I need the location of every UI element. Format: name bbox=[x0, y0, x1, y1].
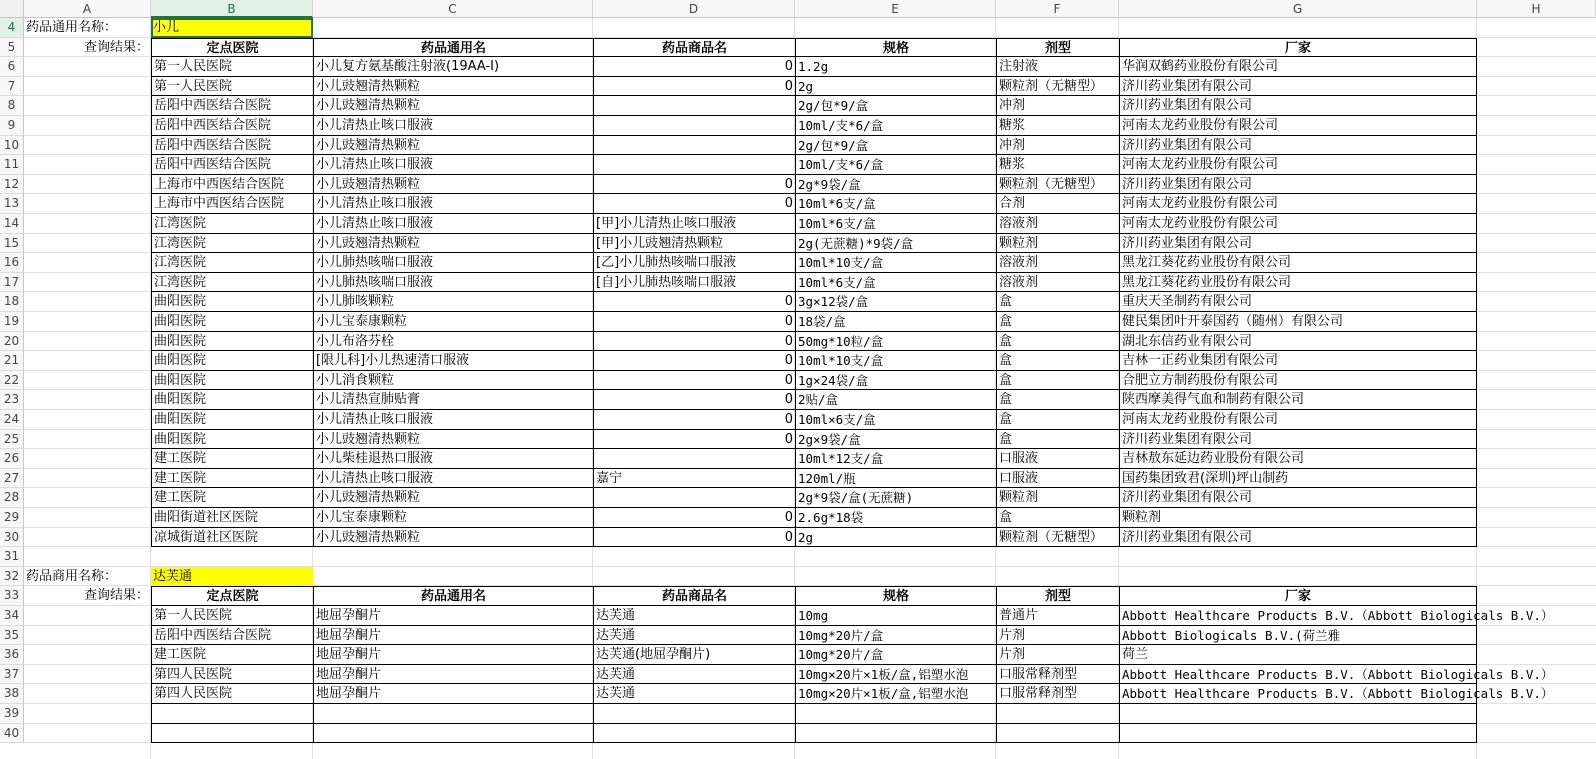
brand-name-cell[interactable]: 0 bbox=[593, 312, 795, 332]
generic-name-cell[interactable]: 小儿豉翘清热颗粒 bbox=[313, 136, 593, 156]
row-header-23[interactable]: 23 bbox=[0, 390, 24, 410]
generic-name-cell[interactable]: 小儿宝泰康颗粒 bbox=[313, 312, 593, 332]
maker-cell[interactable]: 济川药业集团有限公司 bbox=[1119, 96, 1477, 116]
row-header-9[interactable]: 9 bbox=[0, 116, 24, 136]
form-cell[interactable]: 盒 bbox=[996, 508, 1119, 528]
maker-cell[interactable]: 重庆天圣制药有限公司 bbox=[1119, 292, 1477, 312]
hospital-cell[interactable]: 建工医院 bbox=[151, 645, 313, 665]
form-cell[interactable]: 口服常释剂型 bbox=[996, 665, 1119, 685]
form-cell[interactable]: 颗粒剂（无糖型） bbox=[996, 528, 1119, 548]
generic-name-cell[interactable]: 小儿肺热咳喘口服液 bbox=[313, 253, 593, 273]
generic-name-cell[interactable]: 小儿清热宣肺贴膏 bbox=[313, 390, 593, 410]
empty-cell[interactable] bbox=[1119, 724, 1477, 744]
maker-cell[interactable]: 陕西摩美得气血和制药有限公司 bbox=[1119, 390, 1477, 410]
spec-cell[interactable]: 2g×9袋/盒 bbox=[795, 430, 996, 450]
maker-cell[interactable]: 河南太龙药业股份有限公司 bbox=[1119, 155, 1477, 175]
brand-name-cell[interactable]: 达芙通 bbox=[593, 665, 795, 685]
maker-cell[interactable]: 济川药业集团有限公司 bbox=[1119, 77, 1477, 97]
maker-cell[interactable]: 河南太龙药业股份有限公司 bbox=[1119, 214, 1477, 234]
select-all-corner[interactable] bbox=[0, 0, 24, 18]
maker-cell[interactable]: 华润双鹤药业股份有限公司 bbox=[1119, 57, 1477, 77]
spec-cell[interactable]: 10ml*6支/盒 bbox=[795, 194, 996, 214]
spec-cell[interactable]: 2g/包*9/盒 bbox=[795, 96, 996, 116]
generic-name-cell[interactable]: 小儿豉翘清热颗粒 bbox=[313, 488, 593, 508]
generic-name-cell[interactable]: 小儿柴桂退热口服液 bbox=[313, 449, 593, 469]
form-cell[interactable]: 颗粒剂 bbox=[996, 234, 1119, 254]
row-header-26[interactable]: 26 bbox=[0, 449, 24, 469]
form-cell[interactable]: 口服常释剂型 bbox=[996, 684, 1119, 704]
form-cell[interactable]: 盒 bbox=[996, 312, 1119, 332]
brand-name-cell[interactable]: 0 bbox=[593, 77, 795, 97]
column-header-H[interactable]: H bbox=[1477, 0, 1596, 18]
hospital-cell[interactable]: 曲阳医院 bbox=[151, 371, 313, 391]
generic-name-cell[interactable]: 小儿豉翘清热颗粒 bbox=[313, 96, 593, 116]
spec-cell[interactable]: 18袋/盒 bbox=[795, 312, 996, 332]
generic-name-cell[interactable]: 地屈孕酮片 bbox=[313, 626, 593, 646]
form-cell[interactable]: 盒 bbox=[996, 430, 1119, 450]
form-cell[interactable]: 盒 bbox=[996, 410, 1119, 430]
form-cell[interactable]: 合剂 bbox=[996, 194, 1119, 214]
table-header-brand-name[interactable]: 药品商品名 bbox=[593, 38, 795, 58]
empty-cell[interactable] bbox=[151, 724, 313, 744]
row-header-12[interactable]: 12 bbox=[0, 175, 24, 195]
spec-cell[interactable]: 10mg*20片/盒 bbox=[795, 626, 996, 646]
form-cell[interactable]: 片剂 bbox=[996, 645, 1119, 665]
row-header-33[interactable]: 33 bbox=[0, 586, 24, 606]
column-header-A[interactable]: A bbox=[24, 0, 151, 18]
brand-name-cell[interactable]: 0 bbox=[593, 390, 795, 410]
column-header-E[interactable]: E bbox=[795, 0, 996, 18]
hospital-cell[interactable]: 曲阳街道社区医院 bbox=[151, 508, 313, 528]
row-header-31[interactable]: 31 bbox=[0, 547, 24, 567]
brand-name-cell[interactable]: [自]小儿肺热咳喘口服液 bbox=[593, 273, 795, 293]
column-header-G[interactable]: G bbox=[1119, 0, 1477, 18]
maker-cell[interactable]: Abbott Healthcare Products B.V.（Abbott Biologicals B.V.） bbox=[1119, 606, 1477, 626]
hospital-cell[interactable]: 岳阳中西医结合医院 bbox=[151, 136, 313, 156]
empty-cell[interactable] bbox=[1119, 704, 1477, 724]
hospital-cell[interactable]: 曲阳医院 bbox=[151, 351, 313, 371]
result-label: 查询结果： bbox=[83, 588, 149, 604]
row-header-18[interactable]: 18 bbox=[0, 292, 24, 312]
brand-name-cell[interactable]: 达芙通 bbox=[593, 684, 795, 704]
generic-name-cell[interactable]: 小儿清热止咳口服液 bbox=[313, 410, 593, 430]
row-header-8[interactable]: 8 bbox=[0, 96, 24, 116]
row-header-25[interactable]: 25 bbox=[0, 430, 24, 450]
brand-name-cell[interactable] bbox=[593, 116, 795, 136]
hospital-cell[interactable]: 岳阳中西医结合医院 bbox=[151, 155, 313, 175]
maker-cell[interactable]: 济川药业集团有限公司 bbox=[1119, 136, 1477, 156]
maker-cell[interactable]: 济川药业集团有限公司 bbox=[1119, 430, 1477, 450]
empty-cell[interactable] bbox=[996, 724, 1119, 744]
spec-cell[interactable]: 10mg×20片×1板/盒,铝塑水泡 bbox=[795, 684, 996, 704]
hospital-cell[interactable]: 曲阳医院 bbox=[151, 332, 313, 352]
maker-cell[interactable]: 河南太龙药业股份有限公司 bbox=[1119, 194, 1477, 214]
brand-name-cell[interactable]: 0 bbox=[593, 410, 795, 430]
hospital-cell[interactable]: 第四人民医院 bbox=[151, 665, 313, 685]
maker-cell[interactable]: 济川药业集团有限公司 bbox=[1119, 175, 1477, 195]
maker-cell[interactable]: 合肥立方制药股份有限公司 bbox=[1119, 371, 1477, 391]
maker-cell[interactable]: 颗粒剂 bbox=[1119, 508, 1477, 528]
hospital-cell[interactable]: 凉城街道社区医院 bbox=[151, 528, 313, 548]
generic-name-cell[interactable]: 小儿复方氨基酸注射液(19AA-I) bbox=[313, 57, 593, 77]
row-header-21[interactable]: 21 bbox=[0, 351, 24, 371]
table-header-generic-name[interactable]: 药品通用名 bbox=[313, 38, 593, 58]
search-label: 药品商用名称： bbox=[26, 568, 118, 584]
spec-cell[interactable]: 10mg×20片×1板/盒,铝塑水泡 bbox=[795, 665, 996, 685]
brand-name-cell[interactable] bbox=[593, 449, 795, 469]
maker-cell[interactable]: 济川药业集团有限公司 bbox=[1119, 528, 1477, 548]
brand-name-cell[interactable]: 达芙通(地屈孕酮片) bbox=[593, 645, 795, 665]
spec-cell[interactable]: 10ml*10支/盒 bbox=[795, 351, 996, 371]
spec-cell[interactable]: 10mg bbox=[795, 606, 996, 626]
hospital-cell[interactable]: 江湾医院 bbox=[151, 234, 313, 254]
row-header-29[interactable]: 29 bbox=[0, 508, 24, 528]
row-header-14[interactable]: 14 bbox=[0, 214, 24, 234]
hospital-cell[interactable]: 曲阳医院 bbox=[151, 430, 313, 450]
row-header-5[interactable]: 5 bbox=[0, 38, 24, 58]
hospital-cell[interactable]: 第一人民医院 bbox=[151, 77, 313, 97]
spec-cell[interactable]: 10ml/支*6/盒 bbox=[795, 155, 996, 175]
row-header-40[interactable]: 40 bbox=[0, 724, 24, 744]
maker-cell[interactable]: 济川药业集团有限公司 bbox=[1119, 488, 1477, 508]
row-header-36[interactable]: 36 bbox=[0, 645, 24, 665]
brand-name-cell[interactable] bbox=[593, 96, 795, 116]
hospital-cell[interactable]: 建工医院 bbox=[151, 488, 313, 508]
maker-cell[interactable]: 健民集团叶开泰国药（随州）有限公司 bbox=[1119, 312, 1477, 332]
hospital-cell[interactable]: 第四人民医院 bbox=[151, 684, 313, 704]
form-cell[interactable]: 溶液剂 bbox=[996, 253, 1119, 273]
spec-cell[interactable]: 10ml*6支/盒 bbox=[795, 273, 996, 293]
spec-cell[interactable]: 1g×24袋/盒 bbox=[795, 371, 996, 391]
brand-name-cell[interactable]: 嘉宁 bbox=[593, 469, 795, 489]
table-header-hospital[interactable]: 定点医院 bbox=[151, 586, 313, 606]
form-cell[interactable]: 糖浆 bbox=[996, 116, 1119, 136]
column-header-F[interactable]: F bbox=[996, 0, 1119, 18]
generic-name-cell[interactable]: 小儿清热止咳口服液 bbox=[313, 155, 593, 175]
spec-cell[interactable]: 10ml/支*6/盒 bbox=[795, 116, 996, 136]
column-header-D[interactable]: D bbox=[593, 0, 795, 18]
row-header-28[interactable]: 28 bbox=[0, 488, 24, 508]
table-header-form[interactable]: 剂型 bbox=[996, 586, 1119, 606]
empty-cell[interactable] bbox=[151, 704, 313, 724]
row-header-30[interactable]: 30 bbox=[0, 528, 24, 548]
table-header-maker[interactable]: 厂家 bbox=[1119, 586, 1477, 606]
generic-name-cell[interactable]: 地屈孕酮片 bbox=[313, 606, 593, 626]
row-header-27[interactable]: 27 bbox=[0, 469, 24, 489]
row-header-15[interactable]: 15 bbox=[0, 234, 24, 254]
generic-name-cell[interactable]: 小儿豉翘清热颗粒 bbox=[313, 528, 593, 548]
generic-name-cell[interactable]: 小儿清热止咳口服液 bbox=[313, 194, 593, 214]
row-header-19[interactable]: 19 bbox=[0, 312, 24, 332]
table-header-form[interactable]: 剂型 bbox=[996, 38, 1119, 58]
spec-cell[interactable]: 10ml*12支/盒 bbox=[795, 449, 996, 469]
brand-name-cell[interactable]: 0 bbox=[593, 528, 795, 548]
brand-name-cell[interactable]: 0 bbox=[593, 371, 795, 391]
brand-name-cell[interactable]: 0 bbox=[593, 194, 795, 214]
hospital-cell[interactable]: 曲阳医院 bbox=[151, 410, 313, 430]
hospital-cell[interactable]: 曲阳医院 bbox=[151, 312, 313, 332]
hospital-cell[interactable]: 第一人民医院 bbox=[151, 57, 313, 77]
brand-name-cell[interactable]: 0 bbox=[593, 508, 795, 528]
hospital-cell[interactable]: 上海市中西医结合医院 bbox=[151, 194, 313, 214]
spec-cell[interactable]: 120ml/瓶 bbox=[795, 469, 996, 489]
table-header-spec[interactable]: 规格 bbox=[795, 38, 996, 58]
brand-name-cell[interactable]: 0 bbox=[593, 351, 795, 371]
row-header-37[interactable]: 37 bbox=[0, 665, 24, 685]
spec-cell[interactable]: 10ml*10支/盒 bbox=[795, 253, 996, 273]
table-header-spec[interactable]: 规格 bbox=[795, 586, 996, 606]
form-cell[interactable]: 盒 bbox=[996, 390, 1119, 410]
spec-cell[interactable]: 2g/包*9/盒 bbox=[795, 136, 996, 156]
generic-name-cell[interactable]: 小儿清热止咳口服液 bbox=[313, 116, 593, 136]
empty-cell[interactable] bbox=[795, 704, 996, 724]
form-cell[interactable]: 盒 bbox=[996, 332, 1119, 352]
brand-name-cell[interactable]: 0 bbox=[593, 430, 795, 450]
form-cell[interactable]: 颗粒剂（无糖型） bbox=[996, 77, 1119, 97]
form-cell[interactable]: 盒 bbox=[996, 292, 1119, 312]
table-header-brand-name[interactable]: 药品商品名 bbox=[593, 586, 795, 606]
form-cell[interactable]: 糖浆 bbox=[996, 155, 1119, 175]
generic-name-cell[interactable]: 地屈孕酮片 bbox=[313, 645, 593, 665]
brand-name-cell[interactable]: 0 bbox=[593, 175, 795, 195]
generic-name-cell[interactable]: 小儿消食颗粒 bbox=[313, 371, 593, 391]
hospital-cell[interactable]: 第一人民医院 bbox=[151, 606, 313, 626]
column-header-B[interactable]: B bbox=[151, 0, 313, 18]
table-header-hospital[interactable]: 定点医院 bbox=[151, 38, 313, 58]
hospital-cell[interactable]: 岳阳中西医结合医院 bbox=[151, 626, 313, 646]
spec-cell[interactable]: 2g bbox=[795, 528, 996, 548]
brand-name-cell[interactable] bbox=[593, 488, 795, 508]
brand-name-cell[interactable]: [甲]小儿清热止咳口服液 bbox=[593, 214, 795, 234]
hospital-cell[interactable]: 江湾医院 bbox=[151, 214, 313, 234]
row-header-35[interactable]: 35 bbox=[0, 626, 24, 646]
form-cell[interactable]: 冲剂 bbox=[996, 96, 1119, 116]
spec-cell[interactable]: 3g×12袋/盒 bbox=[795, 292, 996, 312]
hospital-cell[interactable]: 上海市中西医结合医院 bbox=[151, 175, 313, 195]
hospital-cell[interactable]: 江湾医院 bbox=[151, 253, 313, 273]
row-header-13[interactable]: 13 bbox=[0, 194, 24, 214]
form-cell[interactable]: 口服液 bbox=[996, 469, 1119, 489]
row-header-38[interactable]: 38 bbox=[0, 684, 24, 704]
empty-cell[interactable] bbox=[795, 724, 996, 744]
hospital-cell[interactable]: 岳阳中西医结合医院 bbox=[151, 116, 313, 136]
spec-cell[interactable]: 2g(无蔗糖)*9袋/盒 bbox=[795, 234, 996, 254]
maker-cell[interactable]: 河南太龙药业股份有限公司 bbox=[1119, 410, 1477, 430]
brand-name-cell[interactable]: [甲]小儿豉翘清热颗粒 bbox=[593, 234, 795, 254]
maker-cell[interactable]: 国药集团致君(深圳)坪山制药 bbox=[1119, 469, 1477, 489]
maker-cell[interactable]: 济川药业集团有限公司 bbox=[1119, 234, 1477, 254]
row-header-6[interactable]: 6 bbox=[0, 57, 24, 77]
spec-cell[interactable]: 50mg*10粒/盒 bbox=[795, 332, 996, 352]
form-cell[interactable]: 颗粒剂（无糖型） bbox=[996, 175, 1119, 195]
spec-cell[interactable]: 1.2g bbox=[795, 57, 996, 77]
form-cell[interactable]: 注射液 bbox=[996, 57, 1119, 77]
form-cell[interactable]: 溶液剂 bbox=[996, 214, 1119, 234]
maker-cell[interactable]: 吉林敖东延边药业股份有限公司 bbox=[1119, 449, 1477, 469]
generic-name-cell[interactable]: 小儿宝泰康颗粒 bbox=[313, 508, 593, 528]
generic-name-cell[interactable]: 地屈孕酮片 bbox=[313, 684, 593, 704]
row-header-39[interactable]: 39 bbox=[0, 704, 24, 724]
search-value-input[interactable]: 达芙通 bbox=[151, 567, 313, 587]
row-header-32[interactable]: 32 bbox=[0, 567, 24, 587]
row-header-34[interactable]: 34 bbox=[0, 606, 24, 626]
form-cell[interactable]: 溶液剂 bbox=[996, 273, 1119, 293]
table-header-generic-name[interactable]: 药品通用名 bbox=[313, 586, 593, 606]
table-header-maker[interactable]: 厂家 bbox=[1119, 38, 1477, 58]
maker-cell[interactable]: Abbott Biologicals B.V.(荷兰雅 bbox=[1119, 626, 1477, 646]
form-cell[interactable]: 片剂 bbox=[996, 626, 1119, 646]
maker-cell[interactable]: 黑龙江葵花药业股份有限公司 bbox=[1119, 273, 1477, 293]
brand-name-cell[interactable]: [乙]小儿肺热咳喘口服液 bbox=[593, 253, 795, 273]
generic-name-cell[interactable]: [限儿科]小儿热速清口服液 bbox=[313, 351, 593, 371]
row-header-20[interactable]: 20 bbox=[0, 332, 24, 352]
brand-name-cell[interactable]: 0 bbox=[593, 292, 795, 312]
generic-name-cell[interactable]: 小儿清热止咳口服液 bbox=[313, 469, 593, 489]
hospital-cell[interactable]: 曲阳医院 bbox=[151, 390, 313, 410]
row-header-7[interactable]: 7 bbox=[0, 77, 24, 97]
spec-cell[interactable]: 2g*9袋/盒 bbox=[795, 175, 996, 195]
maker-cell[interactable]: 湖北东信药业有限公司 bbox=[1119, 332, 1477, 352]
hospital-cell[interactable]: 江湾医院 bbox=[151, 273, 313, 293]
row-header-11[interactable]: 11 bbox=[0, 155, 24, 175]
generic-name-cell[interactable]: 小儿豉翘清热颗粒 bbox=[313, 234, 593, 254]
row-header-24[interactable]: 24 bbox=[0, 410, 24, 430]
generic-name-cell[interactable]: 小儿布洛芬栓 bbox=[313, 332, 593, 352]
row-header-22[interactable]: 22 bbox=[0, 371, 24, 391]
maker-cell[interactable]: 吉林一正药业集团有限公司 bbox=[1119, 351, 1477, 371]
row-header-10[interactable]: 10 bbox=[0, 136, 24, 156]
form-cell[interactable]: 普通片 bbox=[996, 606, 1119, 626]
maker-cell[interactable]: 黑龙江葵花药业股份有限公司 bbox=[1119, 253, 1477, 273]
maker-cell[interactable]: Abbott Healthcare Products B.V.（Abbott Biologicals B.V.） bbox=[1119, 665, 1477, 685]
brand-name-cell[interactable] bbox=[593, 155, 795, 175]
form-cell[interactable]: 颗粒剂 bbox=[996, 488, 1119, 508]
brand-name-cell[interactable]: 达芙通 bbox=[593, 606, 795, 626]
generic-name-cell[interactable]: 小儿豉翘清热颗粒 bbox=[313, 77, 593, 97]
form-cell[interactable]: 口服液 bbox=[996, 449, 1119, 469]
spec-cell[interactable]: 10mg*20片/盒 bbox=[795, 645, 996, 665]
empty-cell[interactable] bbox=[313, 704, 593, 724]
form-cell[interactable]: 冲剂 bbox=[996, 136, 1119, 156]
brand-name-cell[interactable]: 达芙通 bbox=[593, 626, 795, 646]
generic-name-cell[interactable]: 小儿豉翘清热颗粒 bbox=[313, 175, 593, 195]
brand-name-cell[interactable] bbox=[593, 136, 795, 156]
form-cell[interactable]: 盒 bbox=[996, 351, 1119, 371]
generic-name-cell[interactable]: 小儿豉翘清热颗粒 bbox=[313, 430, 593, 450]
empty-cell[interactable] bbox=[593, 724, 795, 744]
row-header-16[interactable]: 16 bbox=[0, 253, 24, 273]
empty-cell[interactable] bbox=[996, 704, 1119, 724]
brand-name-cell[interactable]: 0 bbox=[593, 57, 795, 77]
generic-name-cell[interactable]: 地屈孕酮片 bbox=[313, 665, 593, 685]
brand-name-cell[interactable]: 0 bbox=[593, 332, 795, 352]
form-cell[interactable]: 盒 bbox=[996, 371, 1119, 391]
generic-name-cell[interactable]: 小儿肺咳颗粒 bbox=[313, 292, 593, 312]
generic-name-cell[interactable]: 小儿清热止咳口服液 bbox=[313, 214, 593, 234]
column-header-C[interactable]: C bbox=[313, 0, 593, 18]
maker-cell[interactable]: 河南太龙药业股份有限公司 bbox=[1119, 116, 1477, 136]
empty-cell[interactable] bbox=[313, 724, 593, 744]
spec-cell[interactable]: 10ml×6支/盒 bbox=[795, 410, 996, 430]
spec-cell[interactable]: 2g*9袋/盒(无蔗糖) bbox=[795, 488, 996, 508]
spec-cell[interactable]: 2g bbox=[795, 77, 996, 97]
spec-cell[interactable]: 10ml*6支/盒 bbox=[795, 214, 996, 234]
spec-cell[interactable]: 2贴/盒 bbox=[795, 390, 996, 410]
empty-cell[interactable] bbox=[593, 704, 795, 724]
search-label: 药品通用名称： bbox=[26, 20, 118, 35]
row-header-17[interactable]: 17 bbox=[0, 273, 24, 293]
hospital-cell[interactable]: 建工医院 bbox=[151, 449, 313, 469]
generic-name-cell[interactable]: 小儿肺热咳喘口服液 bbox=[313, 273, 593, 293]
maker-cell[interactable]: Abbott Healthcare Products B.V.（Abbott Biologicals B.V.） bbox=[1119, 684, 1477, 704]
maker-cell[interactable]: 荷兰 bbox=[1119, 645, 1477, 665]
spec-cell[interactable]: 2.6g*18袋 bbox=[795, 508, 996, 528]
hospital-cell[interactable]: 建工医院 bbox=[151, 469, 313, 489]
hospital-cell[interactable]: 岳阳中西医结合医院 bbox=[151, 96, 313, 116]
result-label: 查询结果： bbox=[83, 39, 149, 55]
hospital-cell[interactable]: 曲阳医院 bbox=[151, 292, 313, 312]
row-header-4[interactable]: 4 bbox=[0, 18, 24, 38]
search-value-input[interactable]: 小儿 bbox=[151, 18, 313, 38]
